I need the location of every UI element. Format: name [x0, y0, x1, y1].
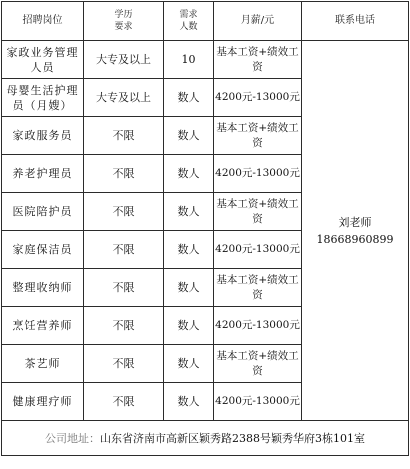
education-cell: 不限	[84, 193, 164, 231]
salary-cell: 基本工资+绩效工资	[214, 117, 302, 155]
address-value: 山东省济南市高新区颖秀路2388号颖秀华府3栋101室	[100, 432, 365, 445]
position-cell: 家政服务员	[2, 117, 84, 155]
footer-row	[2, 421, 409, 456]
salary-cell: 基本工资+绩效工资	[214, 193, 302, 231]
count-cell: 数人	[164, 345, 214, 383]
contact-name: 刘老师	[338, 215, 372, 229]
position-cell: 健康理疗师	[2, 383, 84, 421]
header-education	[84, 2, 164, 41]
education-cell: 不限	[84, 269, 164, 307]
salary-cell: 基本工资+绩效工资	[214, 269, 302, 307]
salary-cell: 4200元-13000元	[214, 155, 302, 193]
education-cell: 不限	[84, 117, 164, 155]
count-cell: 数人	[164, 383, 214, 421]
position-cell: 烹饪营养师	[2, 307, 84, 345]
position-cell: 养老护理员	[2, 155, 84, 193]
education-cell: 不限	[84, 383, 164, 421]
position-cell: 整理收纳师	[2, 269, 84, 307]
education-cell: 不限	[84, 307, 164, 345]
header-education-line2: 要求	[114, 22, 133, 32]
salary-cell: 4200元-13000元	[214, 307, 302, 345]
count-cell: 数人	[164, 79, 214, 117]
salary-cell: 4200元-13000元	[214, 231, 302, 269]
header-count-line1: 需求	[179, 10, 198, 20]
header-row	[2, 2, 409, 41]
count-cell: 数人	[164, 307, 214, 345]
education-cell: 不限	[84, 155, 164, 193]
address-label: 公司地址：	[45, 432, 100, 445]
education-cell: 大专及以上	[84, 41, 164, 79]
count-cell: 数人	[164, 231, 214, 269]
count-cell: 数人	[164, 155, 214, 193]
table-row	[2, 41, 409, 79]
salary-cell: 基本工资+绩效工资	[214, 41, 302, 79]
salary-cell: 4200元-13000元	[214, 79, 302, 117]
header-salary: 月薪/元	[214, 2, 302, 41]
position-cell: 家庭保洁员	[2, 231, 84, 269]
recruitment-table	[1, 1, 409, 456]
header-contact: 联系电话	[302, 2, 409, 41]
salary-cell: 基本工资+绩效工资	[214, 345, 302, 383]
position-cell: 母婴生活护理员（月嫂）	[2, 79, 84, 117]
header-count	[164, 2, 214, 41]
count-cell: 数人	[164, 117, 214, 155]
education-cell: 大专及以上	[84, 79, 164, 117]
position-cell: 家政业务管理人员	[2, 41, 84, 79]
position-cell: 医院陪护员	[2, 193, 84, 231]
header-education-line1: 学历	[114, 10, 133, 20]
education-cell: 不限	[84, 345, 164, 383]
education-cell: 不限	[84, 231, 164, 269]
contact-phone: 18668960899	[316, 232, 394, 246]
count-cell: 数人	[164, 193, 214, 231]
count-cell: 10	[164, 41, 214, 79]
contact-cell	[302, 41, 409, 421]
position-cell: 茶艺师	[2, 345, 84, 383]
header-count-line2: 人数	[179, 22, 198, 32]
header-position: 招聘岗位	[2, 2, 84, 41]
salary-cell: 4200元-13000元	[214, 383, 302, 421]
count-cell: 数人	[164, 269, 214, 307]
company-address	[2, 421, 409, 456]
